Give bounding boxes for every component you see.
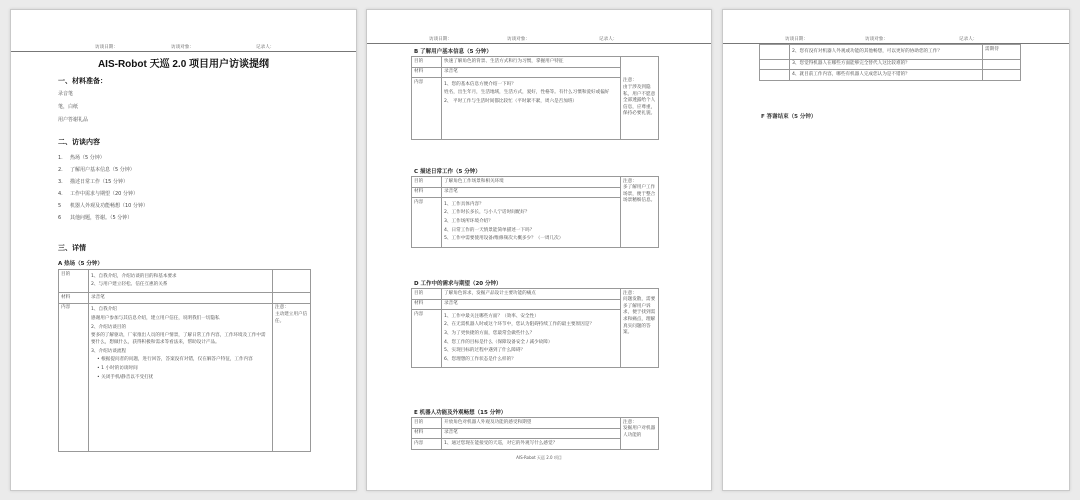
section-f-heading: F 答谢结束（5 分钟） (761, 114, 817, 120)
section-d-heading: D 工作中的需求与期望（20 分钟） (414, 281, 502, 287)
content-cell: 2、您有没有对机器人外观或功能的其他畅想，可以更好的协助您的工作？ (790, 45, 983, 60)
content-label: 内容 (59, 303, 89, 451)
material-cell: 录音笔 (442, 428, 621, 439)
materials-heading: 一、材料准备： (58, 77, 107, 85)
header-recorder-label: 记录人： (599, 37, 618, 42)
material-label: 材料 (59, 293, 89, 304)
document-page-3 (722, 9, 1070, 491)
material-cell: 录音笔 (442, 187, 621, 198)
content-label: 内容 (412, 198, 442, 247)
goal-cell: 开放角色对机器人外观及功能的感受和期望 (442, 418, 621, 429)
note-cell: 注意： 问题发散，需要多了解用户诉求，便于找到需求和痛点，理解真实问题的答案。 (621, 289, 659, 368)
section-a-heading: A 热场（5 分钟） (58, 261, 103, 267)
goal-label: 目的 (412, 57, 442, 68)
content-label: 内容 (412, 439, 442, 450)
material-cell: 录音笔 (89, 293, 273, 304)
document-page-1 (10, 9, 357, 491)
content-item: 1. 热场（5 分钟） (58, 155, 105, 161)
goal-label: 目的 (412, 177, 442, 188)
header-date-label: 访谈日期： (429, 37, 452, 42)
header-recorder-label: 记录人： (959, 37, 978, 42)
content-cell: 1、通过您现在能接受的天巡，对它的外观写什么感觉？ (442, 439, 621, 450)
material-label: 材料 (412, 428, 442, 439)
content-label: 内容 (412, 310, 442, 368)
page-header (11, 44, 356, 52)
details-heading: 三、详情 (58, 244, 86, 252)
section-a-table (58, 269, 311, 452)
list-item: • 根据提问者的问题，进行回答，答案没有对错，仅在解答户特征，工作内容 (97, 357, 253, 363)
material-cell: 录音笔 (442, 299, 621, 310)
goal-cell: 了解角色工作场景和相关环境 (442, 177, 621, 188)
section-c-table (411, 176, 659, 248)
page-header (723, 36, 1069, 44)
goal-label: 目的 (59, 270, 89, 293)
header-date-label: 访谈日期： (95, 45, 118, 50)
content-item: 4. 工作中需求与期望（20 分钟） (58, 191, 138, 197)
note-cell: 注意： 多了解用户工作场景，便于整合场景精细信息。 (621, 177, 659, 248)
section-d-table (411, 288, 659, 368)
goal-cell: 1、自我介绍，介绍访谈的目的和基本要求 2、与用户建立轻松、信任互惠的关系 (89, 270, 273, 293)
material-label: 材料 (412, 67, 442, 78)
page-header (367, 36, 711, 44)
section-e-table (411, 417, 659, 450)
content-cell: 1、工作具体内容？ 2、工作时长多长，与小人宁话时间配好？ 3、工作场所环境介绍？ 4、日常工作的一天情景能简单描述一下吗？ 5、工作中需要使用设备/维修频次大概多少？（一周几次） (442, 198, 621, 247)
material-item: 录音笔 (58, 91, 74, 97)
note-cell: 注意： 主动建立用户信任。 (273, 303, 311, 451)
content-cell: 4、就目前工作内容，哪些有机器人完成您认为是不错的？ (790, 70, 983, 81)
header-target-label: 访谈对象： (865, 37, 888, 42)
goal-cell: 快速了解角色的背景、生活方式和行为习惯，掌握用户特征 (442, 57, 621, 68)
section-c-heading: C 描述日常工作（5 分钟） (414, 169, 481, 175)
material-item: 笔，白纸 (58, 104, 79, 110)
content-item: 3. 描述日常工作（15 分钟） (58, 179, 128, 185)
material-label: 材料 (412, 187, 442, 198)
document-title: AIS-Robot 天巡 2.0 项目用户访谈提纲 (97, 59, 270, 70)
content-label: 内容 (412, 78, 442, 140)
page-footer: AIS-Robot 天巡 2.0 项目 (516, 455, 562, 460)
header-recorder-label: 记录人： (256, 45, 275, 50)
goal-label: 目的 (412, 418, 442, 429)
list-item: • 关闭手机/静音以不受打扰 (97, 374, 154, 380)
section-b-heading: B 了解用户基本信息（5 分钟） (414, 49, 492, 55)
goal-label: 目的 (412, 289, 442, 300)
section-e-heading: E 机器人功能及外观畅想（15 分钟） (414, 410, 507, 416)
content-item: 6 其他问题，答谢。（5 分钟） (58, 215, 133, 221)
content-cell: 1、您的基本信息方便介绍一下吗？ 姓名，出生年月，生活地域，生活方式，爱好，性格等。有什么习惯和爱好或偏好 2、 平时工作与生活时间都比较忙（平时紧不紧，周六是否加班） (442, 78, 621, 140)
material-item: 用户答谢礼品 (58, 117, 89, 123)
list-item: • 1 小时的访谈时间 (97, 366, 138, 372)
header-target-label: 访谈对象： (507, 37, 530, 42)
note-cell: 需期待 (983, 45, 1021, 60)
material-label: 材料 (412, 299, 442, 310)
section-e-continued-table (759, 44, 1021, 81)
material-cell: 录音笔 (442, 67, 621, 78)
header-target-label: 访谈对象： (171, 45, 194, 50)
section-b-table (411, 56, 659, 140)
note-cell: 注意： 发掘用户对机器人功能的 (621, 418, 659, 450)
header-date-label: 访谈日期： (785, 37, 808, 42)
goal-cell: 了解角色诉求，发掘产品设计主要功能的痛点 (442, 289, 621, 300)
content-cell: 1、工作中最关注哪些方面？（效率、安全性） 2、在无需机器人时或这个环节中，您认为阻碍持续工作的最主要原因是？ 3、为了更快捷的方面，您最常会做些什么？ 4、您工作的目标是什么（保障设备安全 / 减少故障） 5、实现目标的过程中遇到了什么障碍？ 6、您理想的工作状态是什么样的？ (442, 310, 621, 368)
content-item: 5 机器人外观及功能畅想（10 分钟） (58, 203, 148, 209)
content-item: 2. 了解用户基本信息（5 分钟） (58, 167, 135, 173)
content-cell: 1、自我介绍 感谢用户参加与其信息介绍，建立用户信任，说明我们一切隐私 2、介绍访谈目的 要多的了解驱动，厂家推出人员的用户情景，了解日常工作内容，工作环境及工作中需要什么，想做什么，获得积极和需求等看法来，帮助设计产品。 3、介绍访谈流程 • 根据提问者的问题，进行回答，答案没有对错，仅在解答户特征，工作内容 • 1 小时的访谈时间 • 关闭手机/静音以不受打扰 (89, 303, 273, 451)
content-cell: 3、您觉得机器人在哪些方面能够完全替代人这比较难的？ (790, 59, 983, 70)
note-cell: 注意： 由于涉及到隐私，用户不愿意全部透露给个人信息，应尊重，保持必要礼貌。 (621, 57, 659, 140)
document-page-2 (366, 9, 712, 491)
content-heading: 二、访谈内容 (58, 138, 100, 146)
